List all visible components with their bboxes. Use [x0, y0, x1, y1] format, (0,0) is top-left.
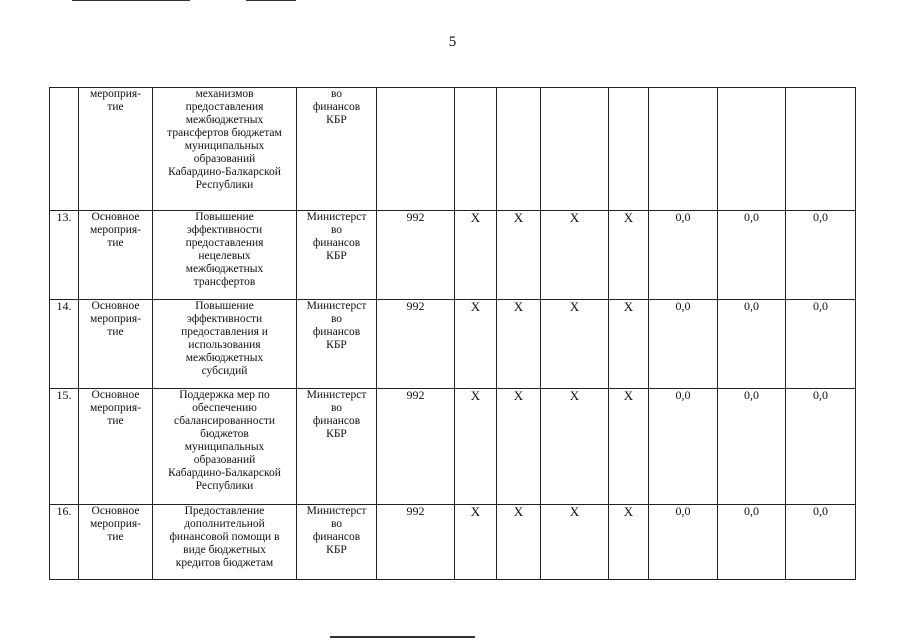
classifier-mark: X — [455, 300, 497, 389]
budget-code: 992 — [377, 505, 455, 580]
classifier-mark: X — [497, 211, 541, 300]
classifier-mark: X — [541, 300, 609, 389]
amount-value — [649, 88, 718, 211]
event-type: Основное мероприя- тие — [79, 389, 153, 505]
classifier-mark: X — [541, 211, 609, 300]
page-number: 5 — [448, 34, 457, 50]
executor: во финансов КБР — [297, 88, 377, 211]
budget-code — [377, 88, 455, 211]
table-row — [50, 389, 856, 505]
scan-artifact-top-right — [246, 0, 296, 1]
classifier-mark — [609, 88, 649, 211]
amount-value: 0,0 — [786, 505, 856, 580]
table-row — [50, 88, 856, 211]
classifier-mark: X — [609, 389, 649, 505]
amount-value: 0,0 — [649, 505, 718, 580]
event-name: Повышение эффективности предоставления и использования межбюджетных субсидий — [153, 300, 297, 389]
event-name: Поддержка мер по обеспечению сбалансированности бюджетов муниципальных образований Кабардино-Балкарской Республики — [153, 389, 297, 505]
classifier-mark: X — [541, 389, 609, 505]
table-row — [50, 505, 856, 580]
row-number: 15. — [50, 389, 79, 505]
classifier-mark: X — [455, 505, 497, 580]
row-number: 13. — [50, 211, 79, 300]
scan-artifact-top — [72, 0, 190, 1]
amount-value: 0,0 — [786, 300, 856, 389]
budget-code: 992 — [377, 389, 455, 505]
event-type: мероприя- тие — [79, 88, 153, 211]
amount-value: 0,0 — [649, 389, 718, 505]
executor: Министерст во финансов КБР — [297, 505, 377, 580]
amount-value — [786, 88, 856, 211]
event-type: Основное мероприя- тие — [79, 505, 153, 580]
event-name: Повышение эффективности предоставления нецелевых межбюджетных трансфертов — [153, 211, 297, 300]
classifier-mark: X — [455, 211, 497, 300]
amount-value: 0,0 — [718, 389, 786, 505]
amount-value: 0,0 — [718, 211, 786, 300]
classifier-mark: X — [609, 211, 649, 300]
classifier-mark: X — [497, 389, 541, 505]
executor: Министерст во финансов КБР — [297, 211, 377, 300]
table-row — [50, 211, 856, 300]
executor: Министерст во финансов КБР — [297, 300, 377, 389]
budget-code: 992 — [377, 211, 455, 300]
table-body — [50, 88, 856, 580]
row-number: 16. — [50, 505, 79, 580]
classifier-mark: X — [609, 300, 649, 389]
amount-value: 0,0 — [649, 300, 718, 389]
event-name: механизмов предоставления межбюджетных трансфертов бюджетам муниципальных образований Кабардино-Балкарской Республики — [153, 88, 297, 211]
table-row — [50, 300, 856, 389]
classifier-mark: X — [497, 505, 541, 580]
event-type: Основное мероприя- тие — [79, 211, 153, 300]
amount-value: 0,0 — [649, 211, 718, 300]
amount-value — [718, 88, 786, 211]
row-number — [50, 88, 79, 211]
classifier-mark — [541, 88, 609, 211]
amount-value: 0,0 — [786, 211, 856, 300]
budget-table — [49, 87, 856, 580]
classifier-mark: X — [609, 505, 649, 580]
event-type: Основное мероприя- тие — [79, 300, 153, 389]
classifier-mark: X — [541, 505, 609, 580]
scan-artifact-bottom — [330, 636, 475, 638]
classifier-mark: X — [455, 389, 497, 505]
event-name: Предоставление дополнительной финансовой помощи в виде бюджетных кредитов бюджетам — [153, 505, 297, 580]
budget-code: 992 — [377, 300, 455, 389]
executor: Министерст во финансов КБР — [297, 389, 377, 505]
amount-value: 0,0 — [718, 505, 786, 580]
amount-value: 0,0 — [786, 389, 856, 505]
row-number: 14. — [50, 300, 79, 389]
classifier-mark — [497, 88, 541, 211]
amount-value: 0,0 — [718, 300, 786, 389]
classifier-mark — [455, 88, 497, 211]
classifier-mark: X — [497, 300, 541, 389]
